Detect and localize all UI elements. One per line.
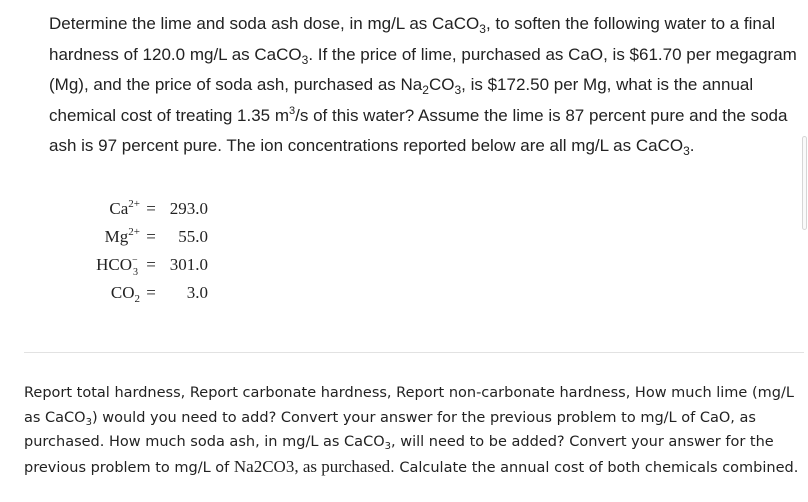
problem-text-6: /s of this water? Assume the lime is 87 percent pure and the soda ash is 97 percent pure. The ion concentrations reported below are all mg/L as CaCO [49,105,788,155]
problem-text [49,9,801,162]
ion-name [62,255,140,278]
ion-name [62,283,140,303]
section-divider [24,352,804,353]
followup-text-3: , will need to be added? Convert your answer for the previous problem to mg/L of [24,434,774,476]
ion-symbol: Ca [109,199,129,218]
ion-value: 301.0 [169,255,208,274]
ion-symbol: HCO [96,255,132,274]
subscript: 3 [301,52,309,67]
ion-value: 55.0 [178,227,208,246]
ion-subscript: 3 [133,267,138,278]
subscript: 3 [85,416,92,428]
equals-sign: = [146,255,156,274]
ion-charge: − [132,255,138,266]
equals-sign: = [146,227,156,246]
ion-value: 293.0 [169,199,208,218]
problem-statement [49,9,801,162]
subscript: 3 [454,83,462,97]
problem-text-4: CO [428,75,455,94]
ion-name [62,199,140,219]
subscript: 3 [683,144,690,158]
problem-text-5: , is $172.50 per Mg, what is the annual chemical cost of treating 1.35 m [49,75,754,125]
followup-text-1: Report total hardness, Report carbonate hardness, Report non-carbonate hardness, How much lime (mg/L as CaCO [24,385,794,426]
subscript: 3 [479,22,486,36]
ion-script-stack [132,255,140,278]
followup-questions [24,381,804,480]
equals-sign: = [146,199,156,218]
superscript: 3 [289,104,296,117]
problem-text-1: Determine the lime and soda ash dose, in mg/L as CaCO [49,14,480,33]
ion-concentration-list [62,199,208,311]
subscript: 2 [422,83,429,97]
ion-subscript: 2 [134,293,140,305]
ion-value: 3.0 [186,283,208,302]
problem-text-7: . [689,136,695,155]
ion-row-calcium [62,199,208,227]
scrollbar-thumb[interactable] [802,136,807,230]
ion-charge: 2+ [128,198,140,210]
ion-row-carbon-dioxide [62,283,208,311]
followup-text-5: . Calculate the annual cost of both chemicals combined. [390,459,799,476]
problem-text-3: . If the price of lime, purchased as CaO, is $61.70 per megagram (Mg), and the price of soda ash, purchased as Na [49,44,797,94]
ion-symbol: Mg [104,227,129,246]
ion-row-magnesium [62,227,208,255]
ion-symbol: CO [110,283,135,302]
ion-row-bicarbonate [62,255,208,283]
followup-text-4: Na2CO3, as purchased [233,456,391,476]
ion-name [62,227,140,247]
equals-sign: = [146,283,156,302]
problem-text-2: , to soften the following water to a final hardness of 120.0 mg/L as CaCO [49,14,776,64]
subscript: 3 [384,441,391,452]
ion-charge: 2+ [128,226,140,238]
followup-text-2: ) would you need to add? Convert your answer for the previous problem to mg/L of CaO, as purchased. How much soda ash, in mg/L as CaCO [24,409,756,450]
